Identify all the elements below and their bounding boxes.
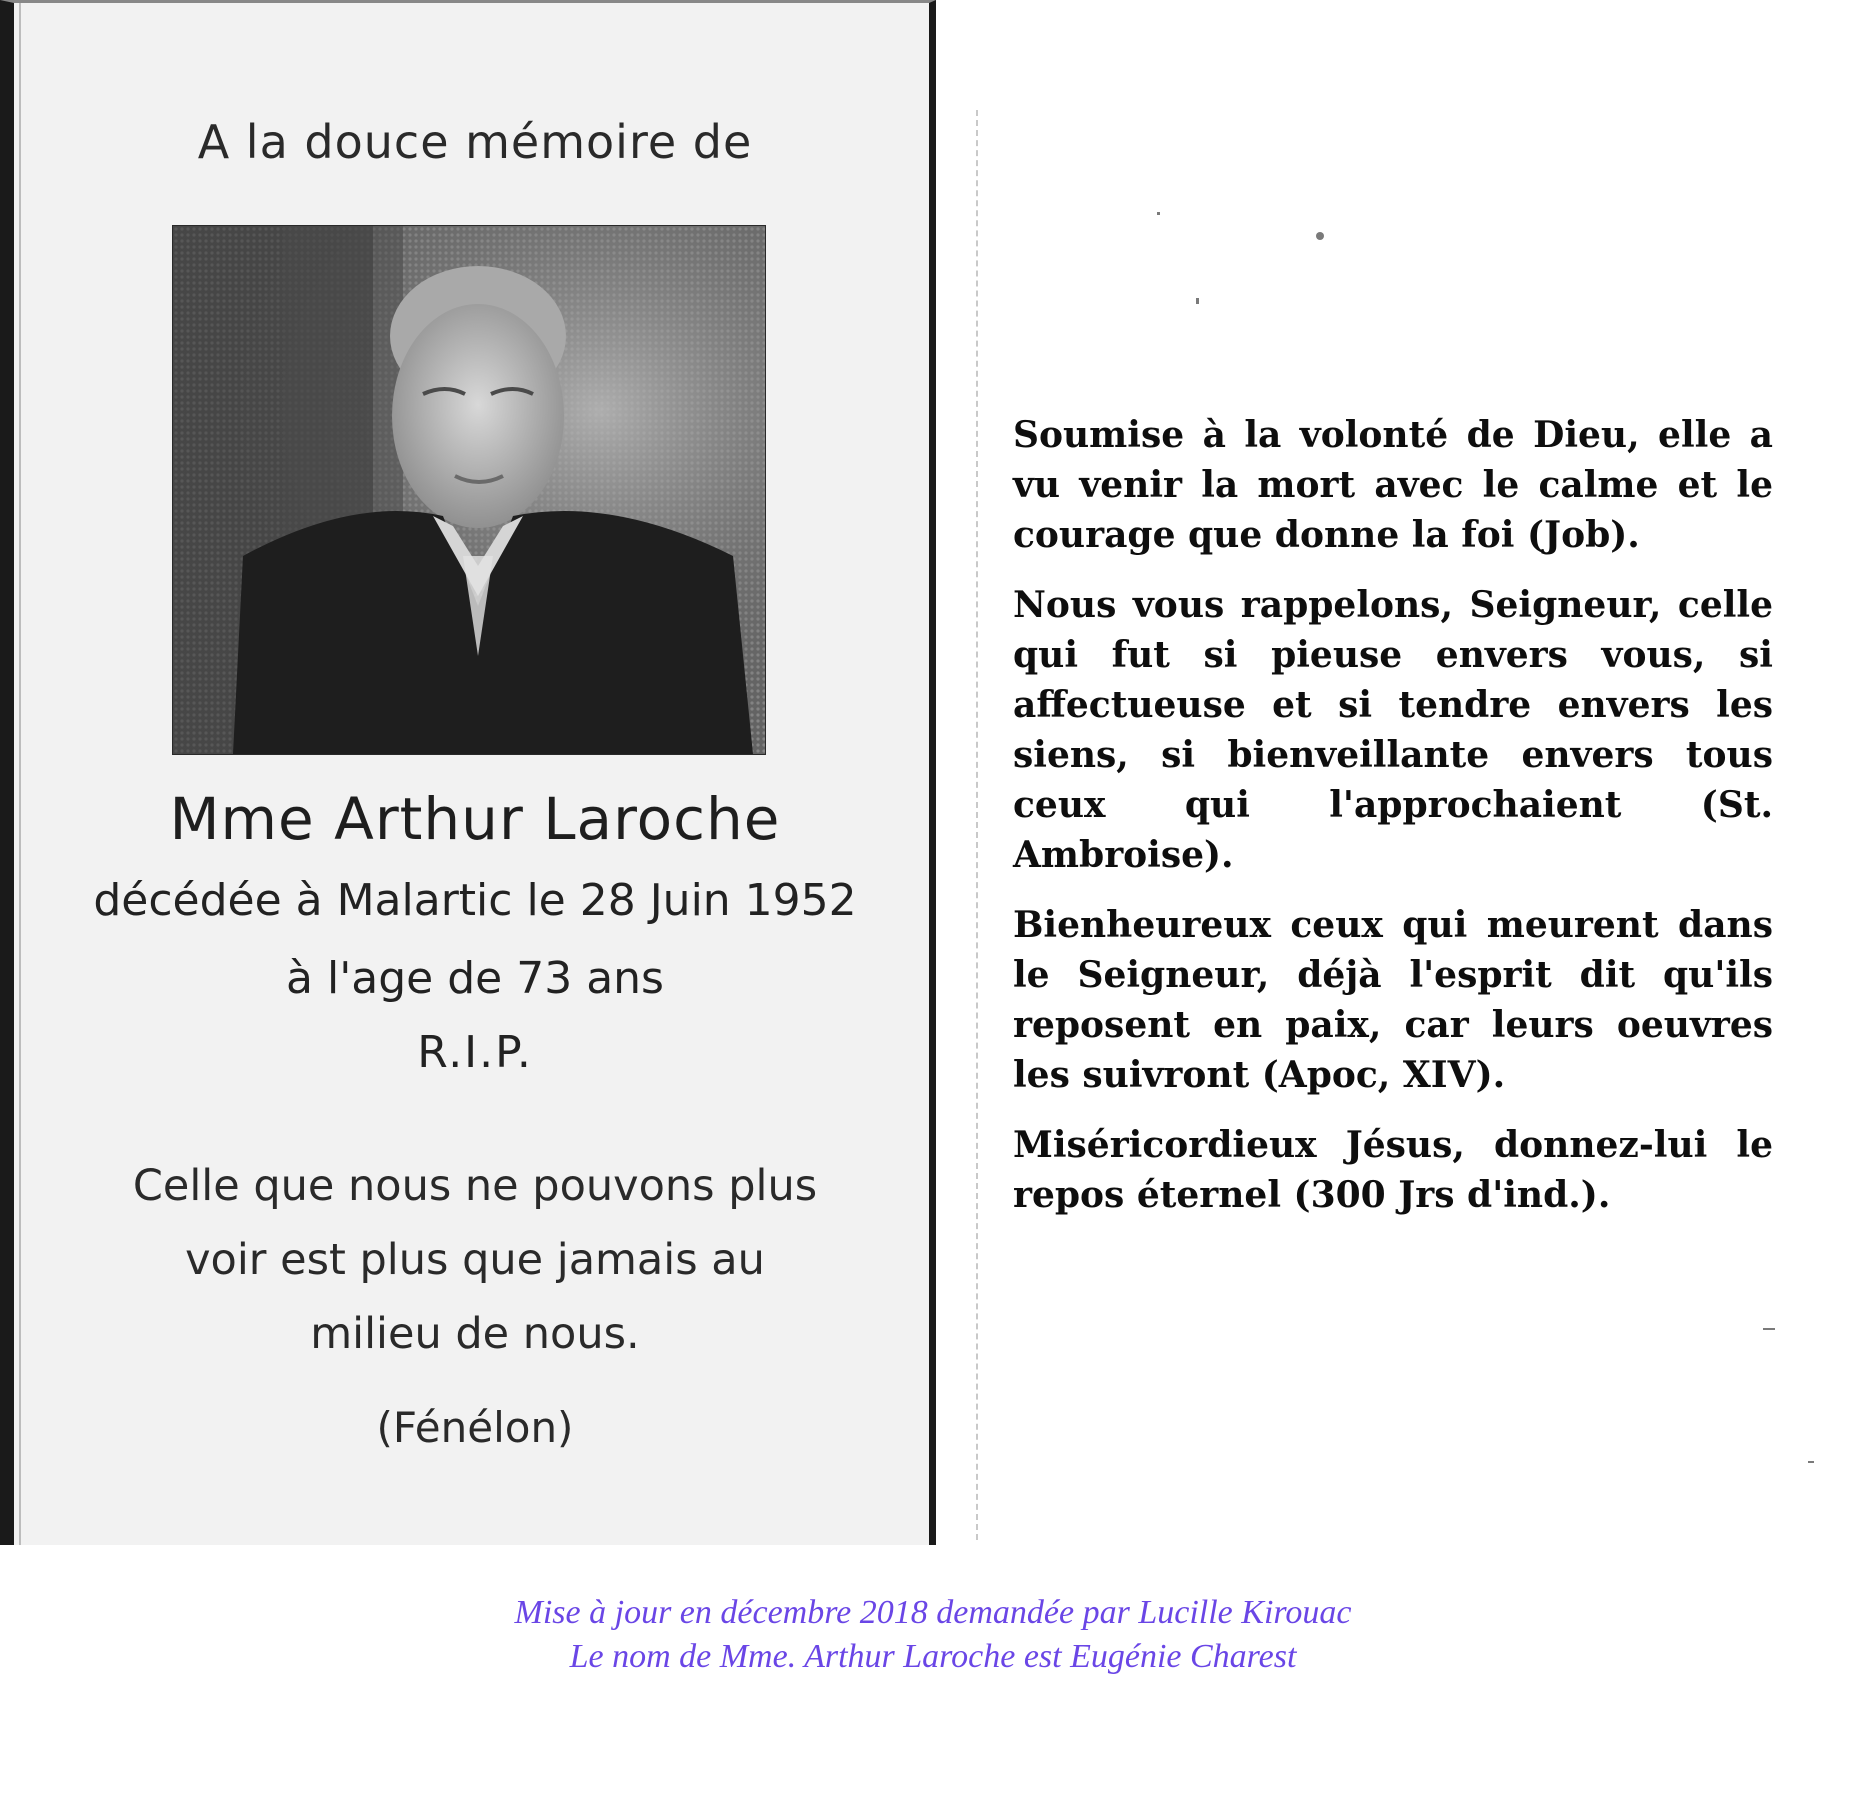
memorial-quote — [14, 1149, 936, 1371]
quote-author: (Fénélon) — [376, 1403, 574, 1452]
update-note-line: Le nom de Mme. Arthur Laroche est Eugénie Charest — [569, 1638, 1297, 1675]
portrait-photo — [172, 225, 766, 755]
scan-speck — [1808, 1461, 1814, 1463]
scan-speck — [1763, 1328, 1775, 1330]
prayer-paragraph: Miséricordieux Jésus, donnez-lui le repos éternel (300 Jrs d'ind.). — [1013, 1124, 1773, 1216]
memorial-card-front — [0, 0, 936, 1545]
quote-line: milieu de nous. — [310, 1309, 640, 1359]
card-heading: A la douce mémoire de — [197, 115, 753, 169]
prayer-paragraph: Nous vous rappelons, Seigneur, celle qui fut si pieuse envers vous, si affectueuse et si tendre envers les siens, si bienveillante envers tous ceux qui l'approchaient (St. Ambroise). — [1013, 584, 1773, 876]
update-note-line: Mise à jour en décembre 2018 demandée par Lucille Kirouac — [514, 1594, 1352, 1631]
age-line: à l'age de 73 ans — [286, 953, 664, 1004]
quote-line: voir est plus que jamais au — [185, 1235, 765, 1285]
scan-speck — [1157, 212, 1160, 215]
card-fold-line — [976, 110, 978, 1540]
death-date-line: décédée à Malartic le 28 Juin 1952 — [93, 875, 857, 926]
quote-line: Celle que nous ne pouvons plus — [132, 1161, 818, 1211]
prayer-text-panel — [1013, 410, 1773, 1240]
rip-text: R.I.P. — [417, 1027, 533, 1078]
scan-speck — [1196, 298, 1199, 304]
prayer-paragraph: Bienheureux ceux qui meurent dans le Seigneur, déjà l'esprit dit qu'ils reposent en paix, car leurs oeuvres les suivront (Apoc, XIV). — [1013, 904, 1773, 1096]
scan-speck — [1316, 232, 1324, 240]
deceased-name: Mme Arthur Laroche — [169, 785, 781, 853]
prayer-paragraph: Soumise à la volonté de Dieu, elle a vu venir la mort avec le calme et le courage que donne la foi (Job). — [1013, 414, 1773, 556]
